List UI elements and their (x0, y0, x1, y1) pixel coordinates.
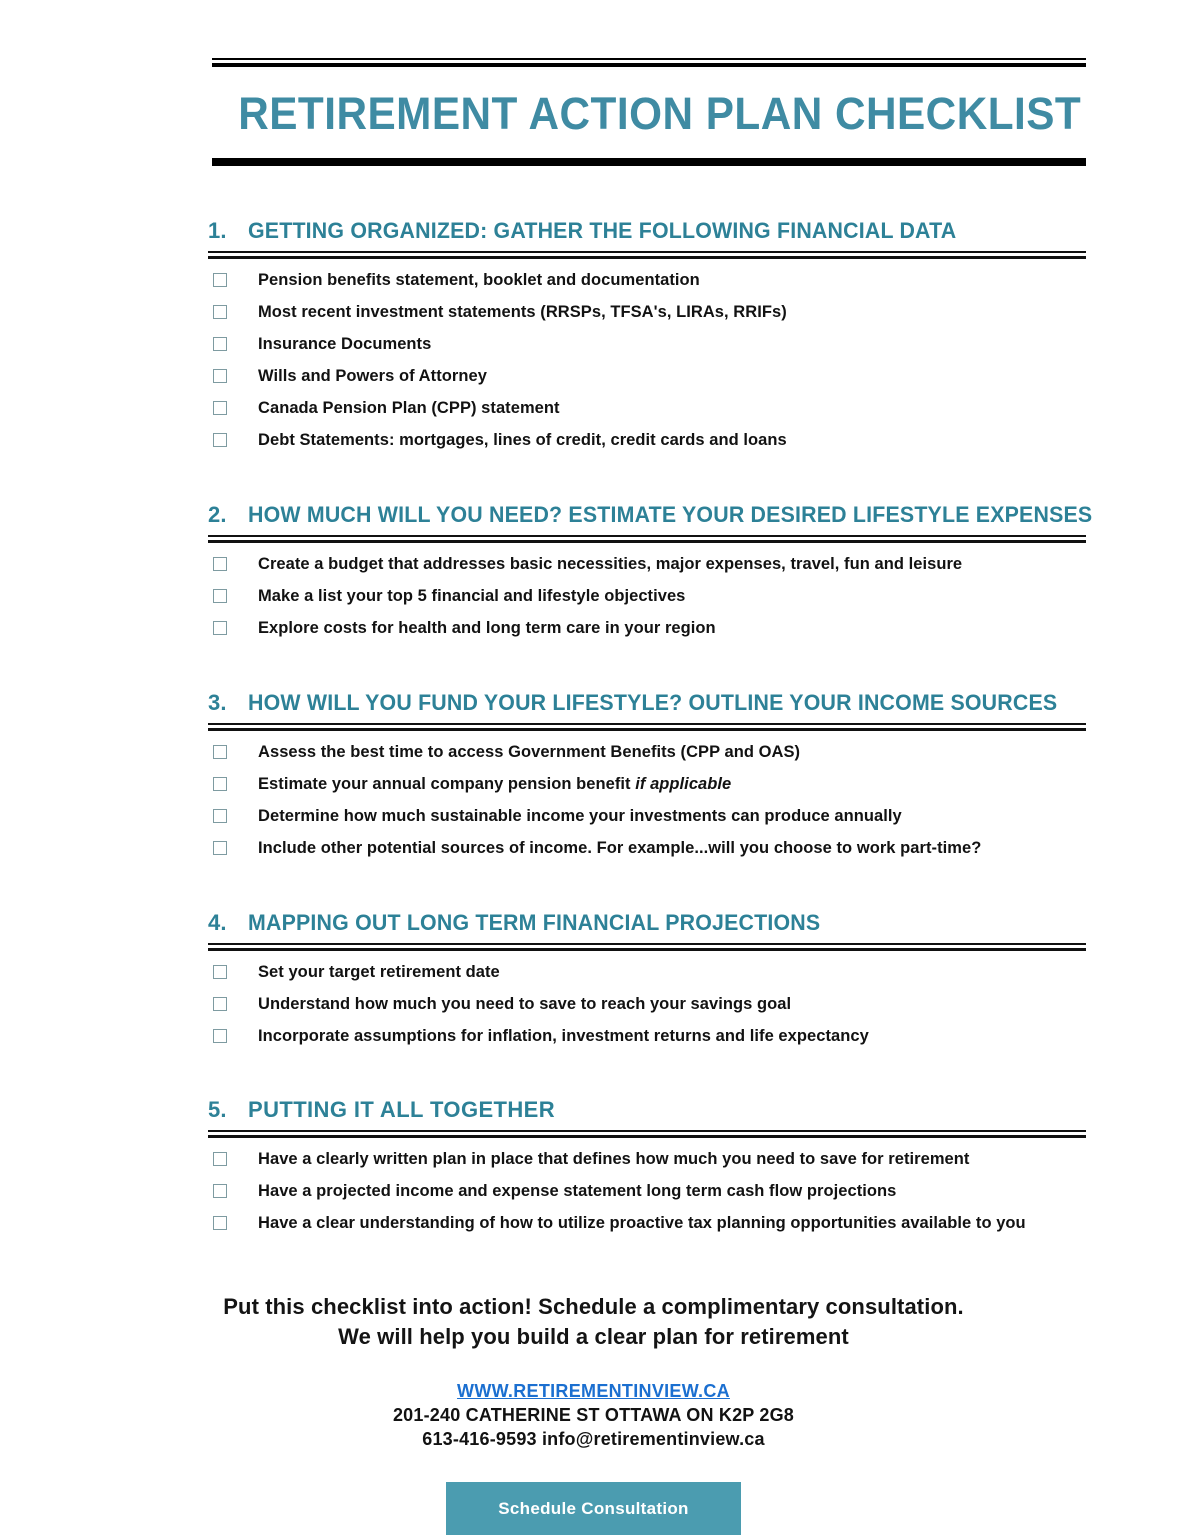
checklist-item[interactable] (208, 774, 1086, 806)
section-number: 4. (208, 910, 227, 935)
checklist-item-label: Assess the best time to access Government Benefits (CPP and OAS) (258, 743, 801, 761)
checklist-item-label: Have a clear understanding of how to utilize proactive tax planning opportunities available to you (258, 1214, 1026, 1232)
checkbox-icon[interactable] (213, 337, 227, 351)
checklist-items (208, 1149, 1086, 1245)
checkbox-icon[interactable] (213, 1029, 227, 1043)
checklist-item[interactable] (208, 742, 1086, 774)
checkbox-icon[interactable] (213, 841, 227, 855)
section-heading (208, 910, 1086, 936)
checkbox-icon[interactable] (213, 1152, 227, 1166)
section-rule (208, 723, 1086, 731)
checklist-item-label: Have a projected income and expense statement long term cash flow projections (258, 1182, 897, 1200)
section-title: HOW WILL YOU FUND YOUR LIFESTYLE? OUTLINE YOUR INCOME SOURCES (248, 690, 1058, 715)
checklist-item-label: Most recent investment statements (RRSPs, TFSA's, LIRAs, RRIFs) (258, 303, 787, 321)
checklist-item-label: Set your target retirement date (258, 963, 500, 981)
section-title: GETTING ORGANIZED: GATHER THE FOLLOWING FINANCIAL DATA (248, 218, 957, 243)
checklist-item[interactable] (208, 1213, 1086, 1245)
page-title: RETIREMENT ACTION PLAN CHECKLIST (238, 88, 1082, 139)
checkbox-icon[interactable] (213, 621, 227, 635)
checklist-item-label: Incorporate assumptions for inflation, investment returns and life expectancy (258, 1027, 869, 1045)
title-block (212, 58, 1086, 166)
checklist-item-label: Explore costs for health and long term care in your region (258, 619, 716, 637)
section-4 (208, 910, 1086, 1058)
checklist-item[interactable] (208, 1026, 1086, 1058)
checklist-items (208, 742, 1086, 870)
checkbox-icon[interactable] (213, 745, 227, 759)
checklist-item[interactable] (208, 302, 1086, 334)
section-1 (208, 218, 1086, 462)
checklist-item-label: Wills and Powers of Attorney (258, 367, 487, 385)
button-wrapper (0, 1482, 1187, 1535)
checklist-item[interactable] (208, 962, 1086, 994)
section-title: MAPPING OUT LONG TERM FINANCIAL PROJECTIONS (248, 910, 821, 935)
website-link[interactable]: WWW.RETIREMENTINVIEW.CA (457, 1381, 730, 1402)
checklist-items (208, 962, 1086, 1058)
checkbox-icon[interactable] (213, 401, 227, 415)
checkbox-icon[interactable] (213, 369, 227, 383)
section-rule (208, 251, 1086, 259)
checkbox-icon[interactable] (213, 997, 227, 1011)
section-number: 3. (208, 690, 227, 715)
address-line: 201-240 CATHERINE ST OTTAWA ON K2P 2G8 (392, 1405, 795, 1426)
checkbox-icon[interactable] (213, 965, 227, 979)
cta-line-2: We will help you build a clear plan for retirement (338, 1323, 849, 1349)
section-number: 1. (208, 218, 227, 243)
section-title: PUTTING IT ALL TOGETHER (248, 1097, 556, 1122)
section-title: HOW MUCH WILL YOU NEED? ESTIMATE YOUR DESIRED LIFESTYLE EXPENSES (248, 502, 1093, 527)
checklist-item[interactable] (208, 806, 1086, 838)
section-5 (208, 1097, 1086, 1245)
checklist-item[interactable] (208, 334, 1086, 366)
section-heading (208, 218, 1086, 244)
checkbox-icon[interactable] (213, 809, 227, 823)
checklist-item[interactable] (208, 994, 1086, 1026)
checklist-item-label: Make a list your top 5 financial and lifestyle objectives (258, 587, 686, 605)
checkbox-icon[interactable] (213, 1184, 227, 1198)
checkbox-icon[interactable] (213, 1216, 227, 1230)
title-bottom-rule (212, 158, 1086, 166)
checklist-item-label: Create a budget that addresses basic necessities, major expenses, travel, fun and leisure (258, 555, 963, 573)
checklist-item[interactable] (208, 366, 1086, 398)
checklist-item[interactable] (208, 398, 1086, 430)
checklist-item[interactable] (208, 586, 1086, 618)
checklist-item-label: Determine how much sustainable income your investments can produce annually (258, 807, 902, 825)
checklist-item[interactable] (208, 270, 1086, 302)
section-rule (208, 535, 1086, 543)
checklist-items (208, 554, 1086, 650)
phone-email-line: 613-416-9593 info@retirementinview.ca (422, 1429, 765, 1450)
checkbox-icon[interactable] (213, 777, 227, 791)
section-number: 2. (208, 502, 227, 527)
checklist-item-label: Estimate your annual company pension benefit if applicable (258, 775, 732, 793)
section-heading (208, 502, 1093, 528)
checklist-item-label: Include other potential sources of income. For example...will you choose to work part-time? (258, 839, 982, 857)
checklist-item-label: Have a clearly written plan in place that defines how much you need to save for retirement (258, 1150, 970, 1168)
checkbox-icon[interactable] (213, 273, 227, 287)
section-rule (208, 1130, 1086, 1138)
checklist-item[interactable] (208, 618, 1086, 650)
cta-line-1: Put this checklist into action! Schedule a complimentary consultation. (223, 1294, 964, 1319)
checklist-item-label: Pension benefits statement, booklet and documentation (258, 271, 700, 289)
section-number: 5. (208, 1097, 227, 1122)
checklist-items (208, 270, 1086, 462)
checklist-item[interactable] (208, 1149, 1086, 1181)
checklist-item[interactable] (208, 430, 1086, 462)
schedule-consultation-button[interactable]: Schedule Consultation (446, 1482, 740, 1535)
section-2 (208, 502, 1093, 650)
footer (0, 1292, 1187, 1535)
section-heading (208, 1097, 1086, 1123)
checklist-item-label: Debt Statements: mortgages, lines of credit, credit cards and loans (258, 431, 787, 449)
checklist-item-label: Understand how much you need to save to reach your savings goal (258, 995, 792, 1013)
contact-block (0, 1381, 1187, 1450)
checklist-item-label: Insurance Documents (258, 335, 432, 353)
checklist-item[interactable] (208, 554, 1086, 586)
checklist-item[interactable] (208, 838, 1086, 870)
section-3 (208, 690, 1086, 870)
checkbox-icon[interactable] (213, 557, 227, 571)
section-rule (208, 943, 1086, 951)
checkbox-icon[interactable] (213, 589, 227, 603)
checklist-item[interactable] (208, 1181, 1086, 1213)
checkbox-icon[interactable] (213, 433, 227, 447)
title-top-rule (212, 58, 1086, 67)
checklist-item-label: Canada Pension Plan (CPP) statement (258, 399, 560, 417)
checkbox-icon[interactable] (213, 305, 227, 319)
section-heading (208, 690, 1086, 716)
